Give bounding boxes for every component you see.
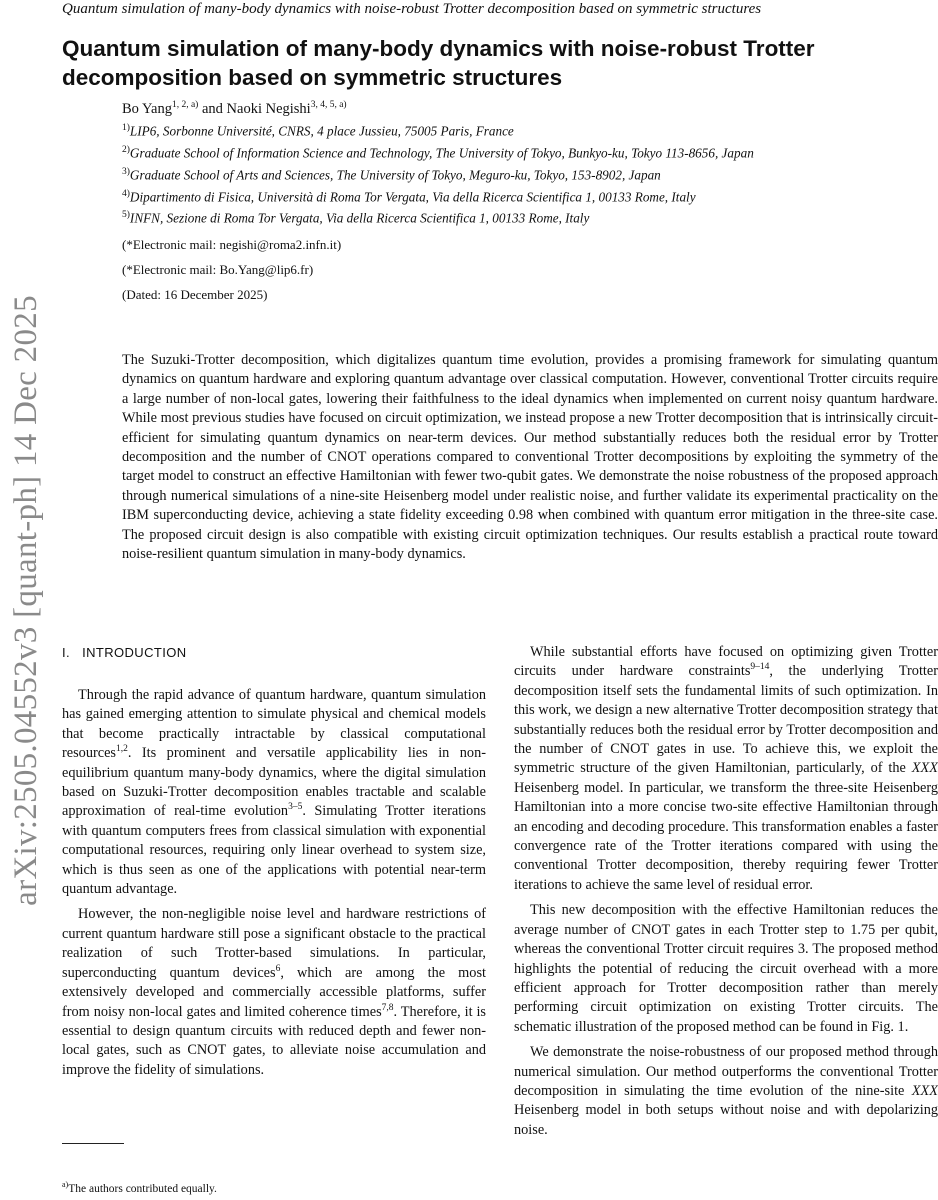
math-symbol: XXX: [911, 1082, 938, 1099]
affiliation: [122, 119, 902, 141]
citation[interactable]: 1,2: [115, 744, 128, 755]
paragraph: This new decomposition with the effective Hamiltonian reduces the average number of CNOT gates in each Trotter step to 1.75 per qubit, whereas the conventional Trotter circuit requires 3. The proposed method highlights the potential of reducing the circuit overhead with a more efficient approach for Trotter decomposition rather than merely performing circuit optimization on existing Trotter circuits. The schematic illustration of the proposed method can be found in Fig. 1.: [514, 902, 938, 1035]
footnote-divider: [62, 1143, 124, 1144]
paragraph: [62, 686, 486, 899]
correspondence-block: [122, 236, 902, 303]
affiliation-marker: 5): [122, 210, 130, 221]
affiliation-list: [122, 119, 902, 228]
paragraph-text: . Its prominent and versatile applicability lies in non-equilibrium quantum many-body dynamics, where the digital simulation based on Suzuki-Trotter decomposition enables tractable and scalable approximation of real-time evolution: [62, 745, 486, 820]
affiliation-marker: 4): [122, 188, 130, 199]
affiliation-text: INFN, Sezione di Roma Tor Vergata, Via della Ricerca Scientifica 1, 00133 Rome, Italy: [129, 210, 590, 226]
affiliation: [122, 141, 902, 163]
affiliation-text: Graduate School of Arts and Sciences, The University of Tokyo, Meguro-ku, Tokyo, 153-8902, Japan: [129, 167, 661, 182]
citation[interactable]: 9–14: [750, 662, 770, 673]
footnote-text: The authors contributed equally.: [68, 1182, 217, 1195]
math-symbol: XXX: [911, 760, 938, 777]
affiliation-marker: 1): [122, 122, 130, 133]
author-affiliation-marker: 3, 4, 5, a): [310, 100, 347, 110]
left-column: [62, 643, 486, 1086]
paragraph-text: Heisenberg model in both setups without noise and with depolarizing noise.: [514, 1102, 938, 1138]
section-title: INTRODUCTION: [82, 645, 187, 660]
author-name: Bo Yang: [122, 100, 172, 117]
affiliation-marker: 2): [122, 144, 130, 155]
citation[interactable]: 3–5: [288, 802, 303, 813]
abstract: The Suzuki-Trotter decomposition, which digitalizes quantum time evolution, provides a promising framework for simulating quantum dynamics on quantum hardware and exploring quantum advantage over classical computation. However, conventional Trotter circuits require a large number of non-local gates, lowering their faithfulness to the ideal dynamics when implemented on current noisy quantum hardware. While most previous studies have focused on circuit optimization, we instead propose a new Trotter decomposition that is intrinsically circuit-efficient for simulating quantum dynamics on near-term devices. Our method substantially reduces both the residual error by Trotter decomposition and the number of CNOT operations compared to conventional Trotter decompositions by exploiting the symmetry of the target model to construct an effective Hamiltonian with fewer two-qubit gates. We demonstrate the noise robustness of the proposed approach through numerical simulations of a nine-site Heisenberg model under realistic noise, and further validate its experimental practicality on the IBM superconducting device, achieving a state fidelity exceeding 0.98 when combined with quantum error mitigation in the three-site case. The proposed circuit design is also compatible with existing circuit optimization techniques. Our results establish a practical route toward noise-resilient quantum simulation in many-body dynamics.: [122, 352, 938, 563]
paragraph-text: Through the rapid advance of quantum hardware, quantum simulation has gained emerging attention to simulate physical and chemical models that become practically intractable by classical computational resources: [62, 687, 486, 762]
paragraph: [62, 905, 486, 1080]
affiliation-text: Graduate School of Information Science and Technology, The University of Tokyo, Bunkyo-ku, Tokyo 113-8656, Japan: [129, 145, 754, 161]
affiliation: [122, 206, 902, 228]
paragraph-text: , which are among the most extensively developed and commercially accessible platforms, suffer from noisy non-local gates and limited coherence times: [62, 964, 486, 1020]
author-affiliation-marker: 1, 2, a): [171, 100, 199, 110]
front-matter: [122, 96, 902, 311]
footnote: [62, 1177, 482, 1197]
citation[interactable]: 7,8: [381, 1002, 394, 1013]
section-number: I.: [62, 645, 71, 660]
affiliation: [122, 185, 902, 207]
section-heading: [62, 644, 486, 662]
paragraph-text: We demonstrate the noise-robustness of our proposed method through numerical simulation. Our method outperforms the conventional Trotter decomposition in simulating the time evolution of the nine-site: [514, 1044, 938, 1099]
arxiv-stamp-text: arXiv:2505.04552v3 [quant-ph] 14 Dec 2025: [7, 294, 44, 906]
author-list: [122, 96, 902, 119]
paragraph-text: While substantial efforts have focused on optimizing given Trotter circuits under hardware constraints: [514, 644, 938, 680]
paper-title: Quantum simulation of many-body dynamics with noise-robust Trotter decomposition based on symmetric structures: [62, 36, 815, 90]
arxiv-stamp: [4, 294, 48, 906]
paragraph: [514, 643, 938, 895]
paragraph-text: . Therefore, it is essential to design quantum circuits with reduced depth and fewer non-local gates, such as CNOT gates, to alleviate noise accumulation and improve the fidelity of simulations.: [62, 1003, 486, 1078]
affiliation-text: Dipartimento di Fisica, Università di Roma Tor Vergata, Via della Ricerca Scientifica 1, 00133 Rome, Italy: [129, 188, 696, 204]
email-line: (*Electronic mail: Bo.Yang@lip6.fr): [122, 262, 314, 278]
paragraph-text: , the underlying Trotter decomposition itself sets the fundamental limits of such optimization. In this work, we design a new alternative Trotter decomposition strategy that substantially reduces both the residual error by Trotter decomposition and the number of CNOT gates in use. To achieve this, we exploit the symmetric structure of the given Hamiltonian, particularly, of the: [514, 663, 938, 777]
running-header: Quantum simulation of many-body dynamics with noise-robust Trotter decomposition based on symmetric structures: [62, 1, 762, 17]
affiliation: [122, 163, 902, 185]
paragraph-text: Heisenberg model. In particular, we transform the three-site Heisenberg Hamiltonian into a more concise two-site effective Hamiltonian through an encoding and decoding procedure. This transformation enables a faster convergence rate of the Trotter iterations compared with using the conventional Trotter decomposition, thereby requiring fewer Trotter iterations to achieve the same level of residual error.: [514, 779, 938, 893]
affiliation-marker: 3): [122, 166, 130, 177]
author-conjunction: and: [198, 100, 227, 117]
paragraph-text: However, the non-negligible noise level and hardware restrictions of current quantum hardware still pose a significant obstacle to the practical realization of such Trotter-based simulations. In particular, superconducting quantum devices: [62, 906, 486, 981]
citation[interactable]: 6: [275, 963, 281, 974]
email-line: (*Electronic mail: negishi@roma2.infn.it): [122, 237, 342, 253]
affiliation-text: LIP6, Sorbonne Université, CNRS, 4 place Jussieu, 75005 Paris, France: [129, 123, 514, 139]
date-line: (Dated: 16 December 2025): [122, 287, 268, 303]
paragraph-text: . Simulating Trotter iterations with quantum computers frees from classical simulation with exponential computational resources, requiring only linear overhead to system size, which is thus seen as one of the applications with potential near-term quantum advantage.: [62, 803, 486, 898]
author-name: Naoki Negishi: [226, 100, 311, 117]
footnote-marker: a): [62, 1180, 69, 1189]
right-column: [514, 643, 938, 1146]
paragraph: [514, 1043, 938, 1140]
